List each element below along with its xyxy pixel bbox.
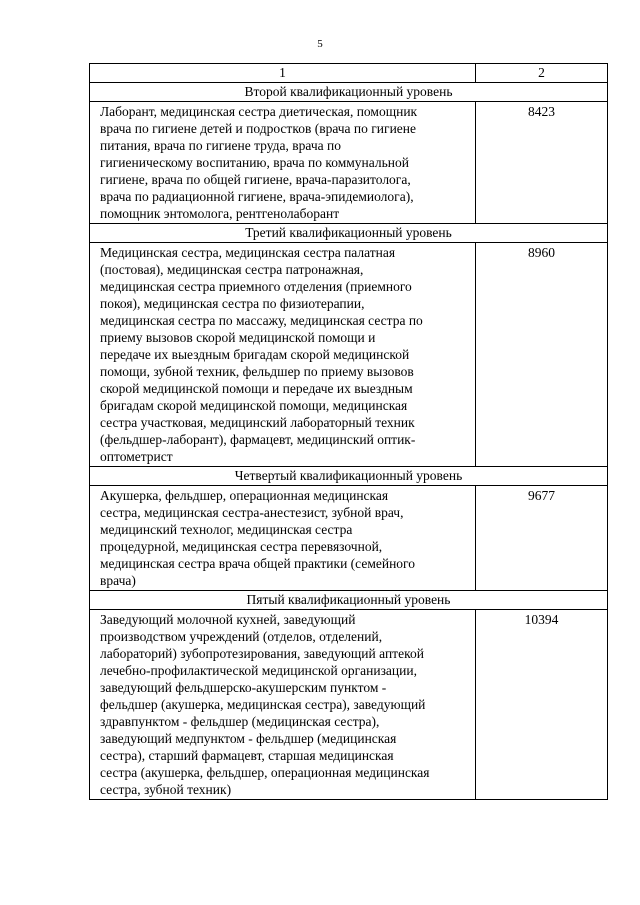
position-text-line: Акушерка, фельдшер, операционная медицинская <box>100 488 389 503</box>
position-text-line: Лаборант, медицинская сестра диетическая, помощник <box>100 104 418 119</box>
position-text-line: медицинский технолог, медицинская сестра <box>100 522 353 537</box>
position-text-line: врача по гигиене детей и подростков (врача по гигиене <box>100 121 417 136</box>
qualification-level-title: Пятый квалификационный уровень <box>90 591 608 610</box>
position-text-line: сестра), старший фармацевт, старшая медицинская <box>100 748 394 763</box>
salary-value-cell: 8423 <box>476 102 608 224</box>
position-text-line: Заведующий молочной кухней, заведующий <box>100 612 356 627</box>
position-text-line: бригадам скорой медицинской помощи, медицинская <box>100 398 408 413</box>
position-text-line: сестра, зубной техник) <box>100 782 232 797</box>
position-list-cell <box>90 610 476 800</box>
position-text-line: помощник энтомолога, рентгенолаборант <box>100 206 340 221</box>
position-text-line: покоя), медицинская сестра по физиотерапии, <box>100 296 365 311</box>
position-text-line: медицинская сестра приемного отделения (приемного <box>100 279 412 294</box>
position-text-line: гигиене, врача по общей гигиене, врача-паразитолога, <box>100 172 411 187</box>
qualification-level-title: Второй квалификационный уровень <box>90 83 608 102</box>
position-text-line: гигиеническому воспитанию, врача по коммунальной <box>100 155 409 170</box>
position-text-line: помощи, зубной техник, фельдшер по приему вызовов <box>100 364 414 379</box>
position-list-cell <box>90 486 476 591</box>
position-list-cell <box>90 102 476 224</box>
qualification-level-row <box>90 83 608 102</box>
table-row <box>90 610 608 800</box>
position-text-line: врача по радиационной гигиене, врача-эпидемиолога), <box>100 189 414 204</box>
position-text-line: лабораторий) зубопротезирования, заведующий аптекой <box>100 646 424 661</box>
position-text-line: медицинская сестра по массажу, медицинская сестра по <box>100 313 423 328</box>
qualification-level-title: Третий квалификационный уровень <box>90 224 608 243</box>
position-text-line: скорой медицинской помощи и передаче их выездным <box>100 381 413 396</box>
position-text-line: лечебно-профилактической медицинской организации, <box>100 663 417 678</box>
position-text-line: заведующий медпунктом - фельдшер (медицинская <box>100 731 397 746</box>
position-text-line: фельдшер (акушерка, медицинская сестра), заведующий <box>100 697 426 712</box>
position-text-line: процедурной, медицинская сестра перевязочной, <box>100 539 383 554</box>
column-number-2: 2 <box>476 64 608 83</box>
position-text-line: передаче их выездным бригадам скорой медицинской <box>100 347 410 362</box>
position-text-line: медицинская сестра врача общей практики (семейного <box>100 556 416 571</box>
position-text-line: питания, врача по гигиене труда, врача по <box>100 138 341 153</box>
salary-value-cell: 10394 <box>476 610 608 800</box>
position-text-line: сестра, медицинская сестра-анестезист, зубной врач, <box>100 505 404 520</box>
table-row <box>90 486 608 591</box>
position-text-line: (фельдшер-лаборант), фармацевт, медицинский оптик- <box>100 432 416 447</box>
position-text-line: сестра участковая, медицинский лабораторный техник <box>100 415 415 430</box>
qualification-level-row <box>90 224 608 243</box>
table-row <box>90 243 608 467</box>
position-text-line: оптометрист <box>100 449 173 464</box>
position-text-line: врача) <box>100 573 136 588</box>
salary-value-cell: 8960 <box>476 243 608 467</box>
column-number-1: 1 <box>90 64 476 83</box>
position-text-line: (постовая), медицинская сестра патронажная, <box>100 262 364 277</box>
position-text-line: сестра (акушерка, фельдшер, операционная медицинская <box>100 765 430 780</box>
qualification-level-row <box>90 467 608 486</box>
position-text-line: производством учреждений (отделов, отделений, <box>100 629 383 644</box>
position-list-cell <box>90 243 476 467</box>
page-number: 5 <box>317 38 323 50</box>
table-header-row <box>90 64 608 83</box>
qualification-table <box>89 63 608 800</box>
qualification-level-title: Четвертый квалификационный уровень <box>90 467 608 486</box>
position-text-line: заведующий фельдшерско-акушерским пунктом - <box>100 680 387 695</box>
salary-value-cell: 9677 <box>476 486 608 591</box>
position-text-line: Медицинская сестра, медицинская сестра палатная <box>100 245 396 260</box>
position-text-line: здравпунктом - фельдшер (медицинская сестра), <box>100 714 380 729</box>
position-text-line: приему вызовов скорой медицинской помощи и <box>100 330 376 345</box>
table-row <box>90 102 608 224</box>
qualification-level-row <box>90 591 608 610</box>
